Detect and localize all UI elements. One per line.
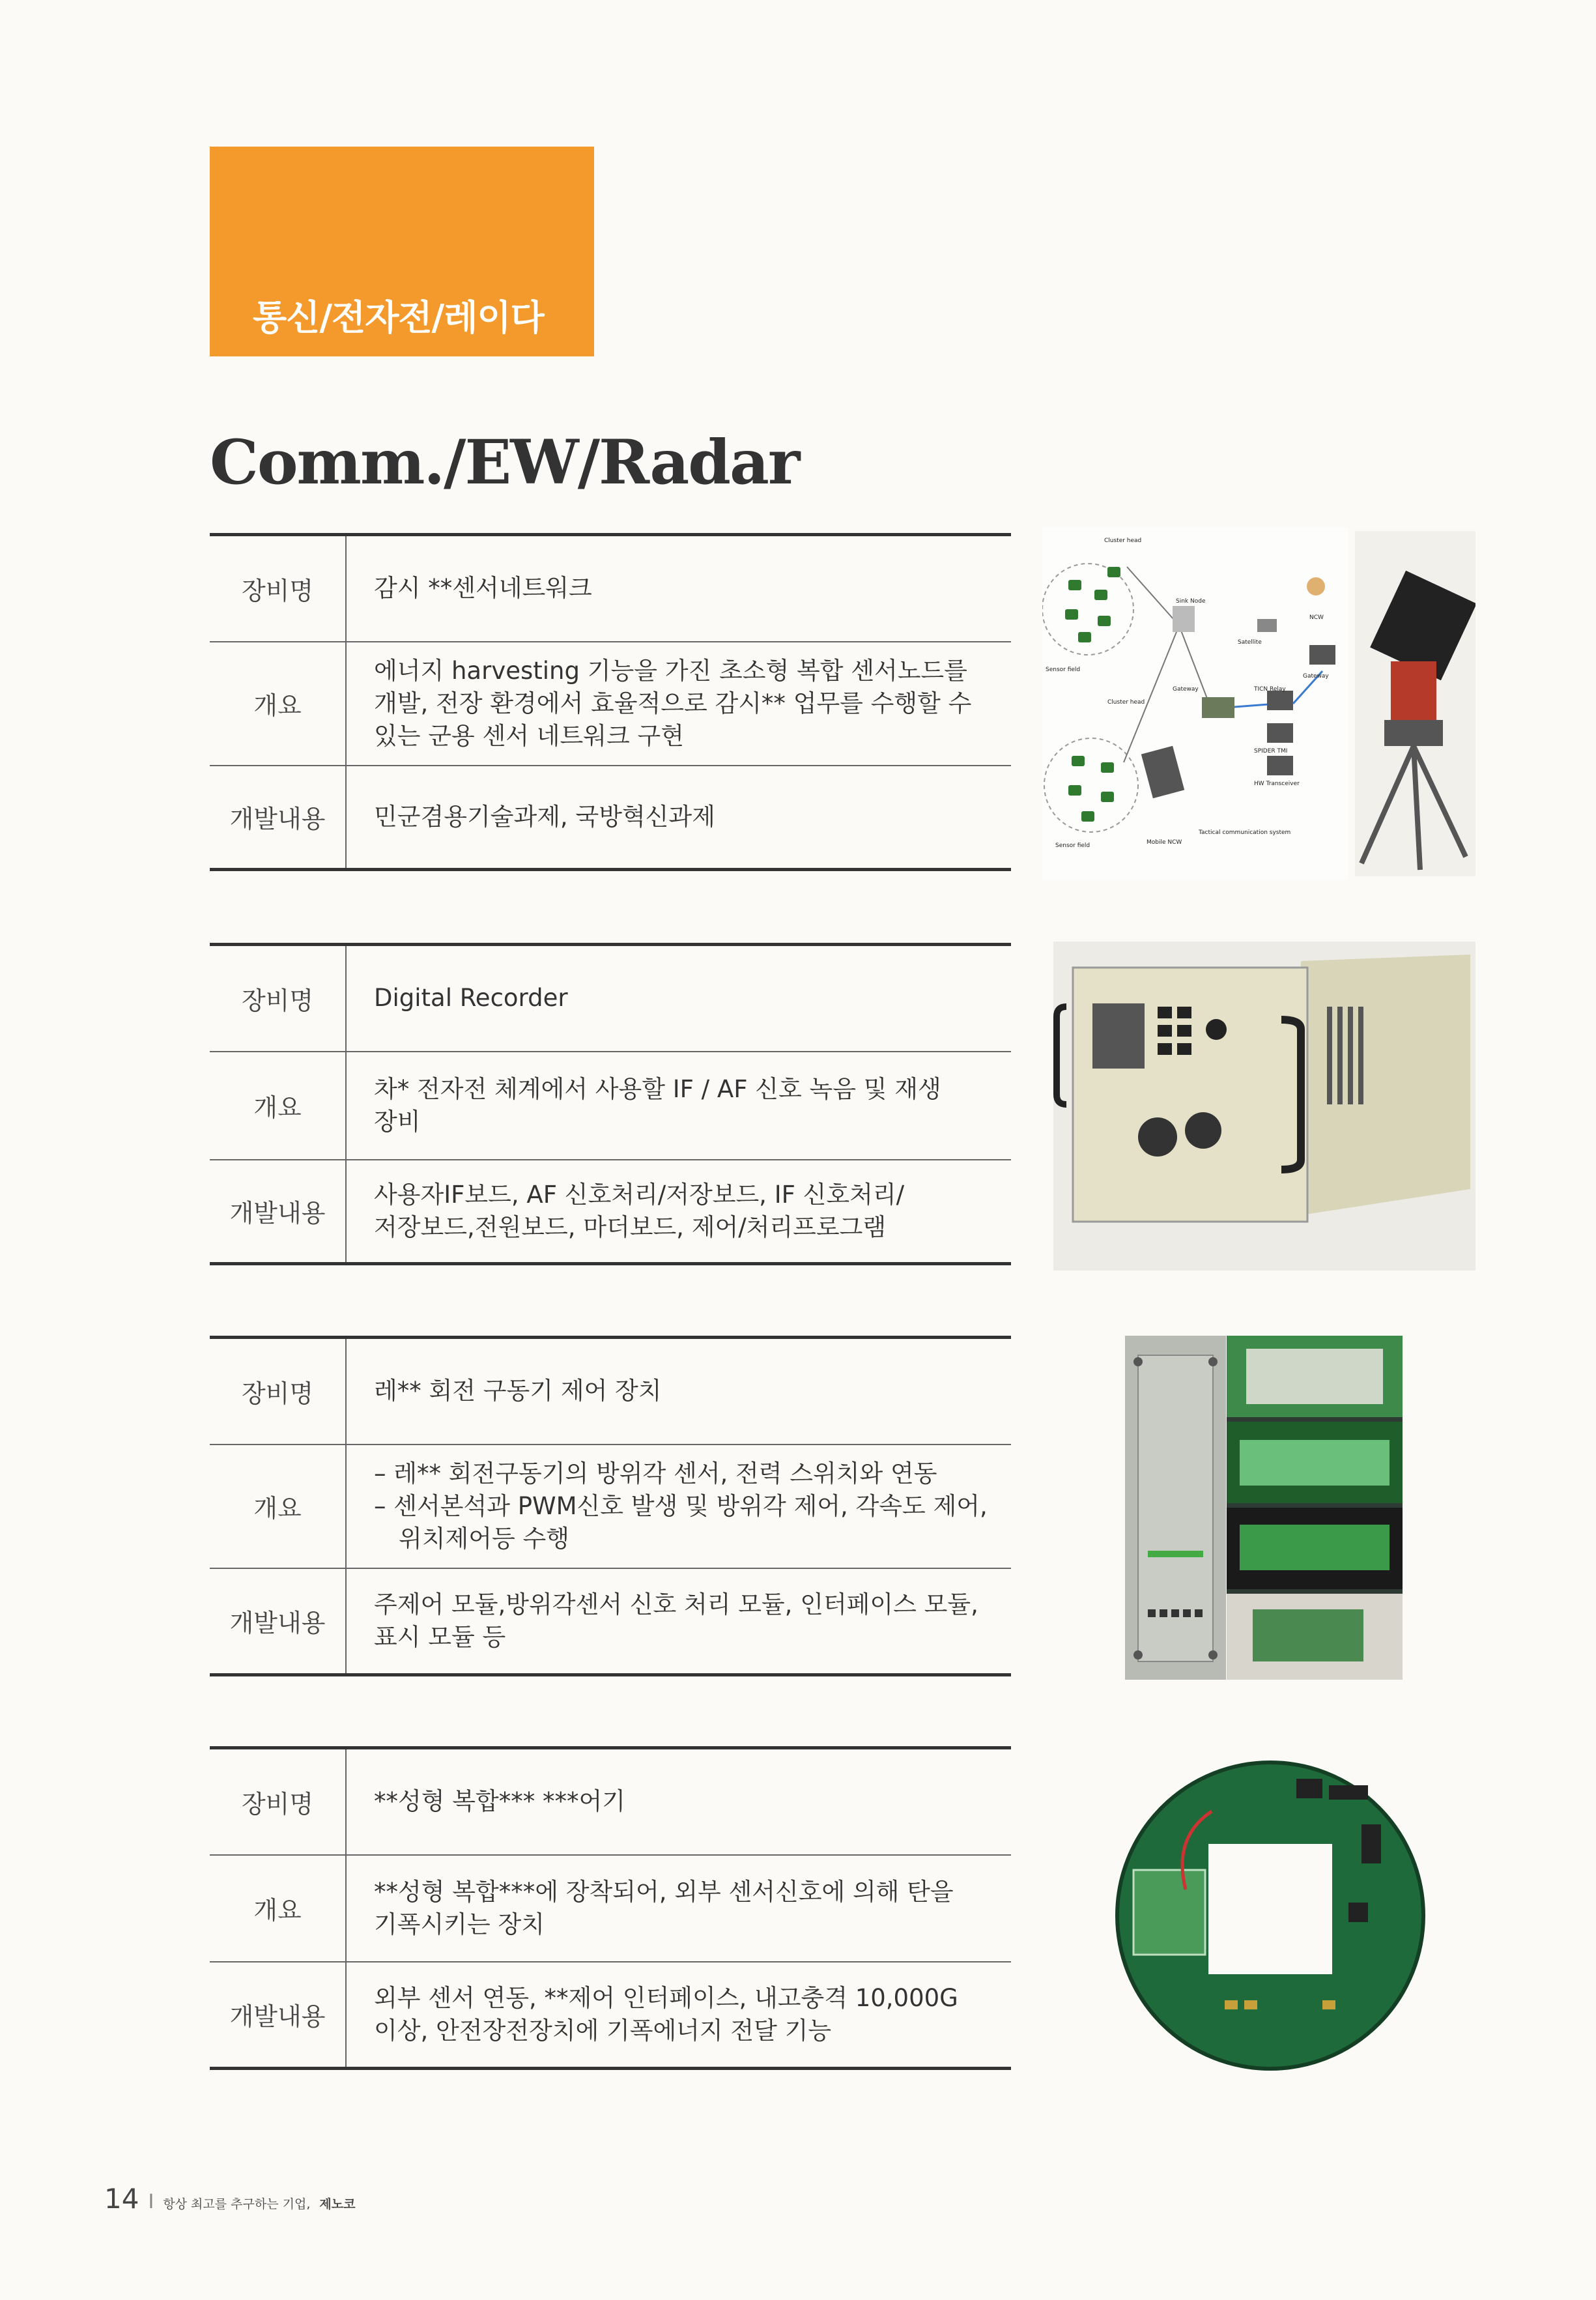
svg-text:Mobile NCW: Mobile NCW bbox=[1147, 839, 1182, 846]
svg-text:TICN Relay: TICN Relay bbox=[1254, 686, 1286, 693]
label-name: 장비명 bbox=[210, 945, 346, 1052]
svg-text:SPIDER TMI: SPIDER TMI bbox=[1254, 748, 1288, 755]
svg-text:Satellite: Satellite bbox=[1238, 639, 1262, 646]
digital-recorder-photo bbox=[1053, 942, 1475, 1271]
equipment-name: 레** 회전 구동기 제어 장치 bbox=[374, 1377, 662, 1405]
footer-separator: I bbox=[148, 2191, 154, 2213]
overview-text: 에너지 harvesting 기능을 가진 초소형 복합 센서노드를 개발, 전장 환경에서 효율적으로 감시** 업무를 수행할 수 있는 군용 센서 네트워크 구현 bbox=[346, 642, 1011, 766]
page-title: Comm./EW/Radar bbox=[210, 427, 799, 498]
sensor-network-diagram bbox=[1042, 528, 1348, 880]
footer bbox=[104, 2183, 355, 2215]
label-name: 장비명 bbox=[210, 535, 346, 642]
circuit-modules-photo bbox=[1227, 1336, 1403, 1680]
dev-text: 민군겸용기술과제, 국방혁신과제 bbox=[346, 766, 1011, 870]
svg-text:Gateway: Gateway bbox=[1173, 686, 1199, 693]
svg-text:Sensor field: Sensor field bbox=[1055, 842, 1090, 849]
sensor-node-photo bbox=[1355, 531, 1475, 876]
svg-text:Gateway: Gateway bbox=[1303, 673, 1329, 680]
label-dev: 개발내용 bbox=[210, 1568, 346, 1675]
spec-table-rotation-controller bbox=[210, 1336, 1011, 1676]
footer-company: 제노코 bbox=[319, 2197, 356, 2211]
rotation-controller-photo bbox=[1125, 1336, 1226, 1680]
overview-text: **성형 복합***에 장착되어, 외부 센서신호에 의해 탄을 기폭시키는 장치 bbox=[346, 1855, 1011, 1962]
label-name: 장비명 bbox=[210, 1748, 346, 1855]
label-overview: 개요 bbox=[210, 1052, 346, 1160]
category-banner bbox=[210, 147, 594, 356]
footer-tagline: 항상 최고를 추구하는 기업, bbox=[163, 2197, 311, 2211]
svg-text:NCW: NCW bbox=[1309, 614, 1324, 621]
label-overview: 개요 bbox=[210, 1855, 346, 1962]
svg-text:Tactical communication system: Tactical communication system bbox=[1199, 829, 1291, 836]
spec-table-fuze-device bbox=[210, 1746, 1011, 2070]
label-name: 장비명 bbox=[210, 1338, 346, 1445]
dev-text: 사용자IF보드, AF 신호처리/저장보드, IF 신호처리/ 저장보드,전원보드, 마더보드, 제어/처리프로그램 bbox=[346, 1160, 1011, 1264]
svg-text:HW Transceiver: HW Transceiver bbox=[1254, 781, 1300, 787]
fuze-circuit-photo bbox=[1107, 1753, 1433, 2075]
svg-text:Sensor field: Sensor field bbox=[1046, 667, 1081, 673]
svg-text:Cluster head: Cluster head bbox=[1104, 538, 1142, 544]
page-number: 14 bbox=[104, 2183, 139, 2215]
category-title: 통신/전자전/레이다 bbox=[253, 297, 544, 338]
spec-table-digital-recorder bbox=[210, 943, 1011, 1265]
label-dev: 개발내용 bbox=[210, 1962, 346, 2069]
svg-text:Sink Node: Sink Node bbox=[1176, 598, 1206, 605]
dev-text: 외부 센서 연동, **제어 인터페이스, 내고충격 10,000G 이상, 안전장전장치에 기폭에너지 전달 기능 bbox=[346, 1962, 1011, 2069]
overview-text: – 레** 회전구동기의 방위각 센서, 전력 스위치와 연동 – 센서본석과 PWM신호 발생 및 방위각 제어, 각속도 제어, 위치제어등 수행 bbox=[346, 1445, 1011, 1568]
svg-text:Cluster head: Cluster head bbox=[1107, 699, 1145, 706]
spec-table-sensor-network bbox=[210, 533, 1011, 871]
equipment-name: Digital Recorder bbox=[374, 984, 568, 1013]
dev-text: 주제어 모듈,방위각센서 신호 처리 모듈, 인터페이스 모듈, 표시 모듈 등 bbox=[346, 1568, 1011, 1675]
label-dev: 개발내용 bbox=[210, 1160, 346, 1264]
label-overview: 개요 bbox=[210, 1445, 346, 1568]
equipment-name: 감시 **센서네트워크 bbox=[374, 574, 592, 603]
label-dev: 개발내용 bbox=[210, 766, 346, 870]
equipment-name: **성형 복합*** ***어기 bbox=[374, 1787, 625, 1816]
overview-text: 차* 전자전 체계에서 사용할 IF / AF 신호 녹음 및 재생 장비 bbox=[346, 1052, 1011, 1160]
label-overview: 개요 bbox=[210, 642, 346, 766]
